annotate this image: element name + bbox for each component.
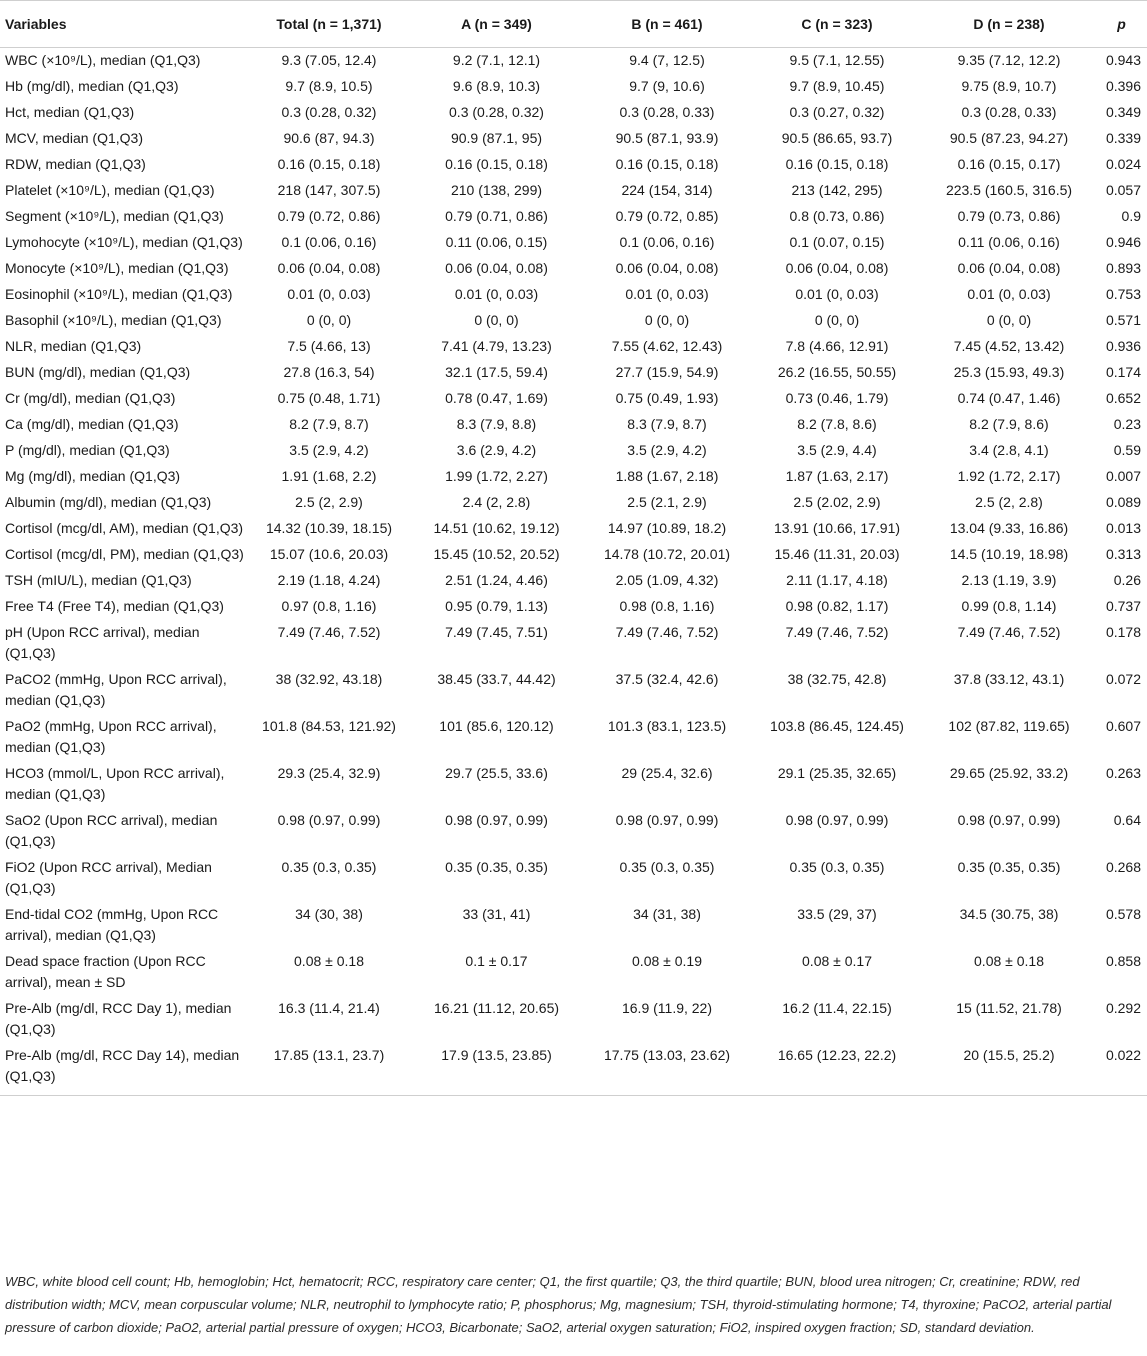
group-d-cell: 0.11 (0.06, 0.16) (958, 234, 1060, 250)
group-b-cell: 7.49 (7.46, 7.52) (615, 624, 719, 640)
total-cell: 14.32 (10.39, 18.15) (265, 520, 393, 536)
group-b-cell: 16.9 (11.9, 22) (621, 1000, 713, 1016)
header-total: Total (n = 1,371) (247, 1, 411, 48)
total-cell: 0.16 (0.15, 0.18) (277, 156, 381, 172)
p-value-cell: 0.072 (1105, 671, 1141, 687)
p-value-cell: 0.396 (1105, 78, 1141, 94)
variable-cell: Albumin (mg/dl), median (Q1,Q3) (5, 494, 212, 510)
total-cell: 34 (30, 38) (295, 906, 363, 922)
table-body (0, 48, 1147, 1096)
group-d-cell: 2.5 (2, 2.8) (975, 494, 1043, 510)
p-value-cell: 0.893 (1105, 260, 1141, 276)
total-cell: 0.98 (0.97, 0.99) (277, 812, 381, 828)
group-b-cell: 0.35 (0.3, 0.35) (619, 859, 715, 875)
variable-cell: MCV, median (Q1,Q3) (5, 130, 143, 146)
p-value-cell: 0.024 (1105, 156, 1141, 172)
table-footnote: WBC, white blood cell count; Hb, hemoglobin; Hct, hematocrit; RCC, respiratory care center; Q1, the first quartile; Q3, the third quartile; BUN, blood urea nitrogen; Cr, creatinine; RDW, red distribution width; MCV, mean corpuscular volume; NLR, neutrophil to lymphocyte ratio; P, phosphorus; Mg, magnesium; TSH, thyroid-stimulating hormone; T4, thyroxine; PaCO2, arterial partial pressure of carbon dioxide; PaO2, arterial partial pressure of oxygen; HCO3, Bicarbonate; SaO2, arterial oxygen saturation; FiO2, inspired oxygen fraction; SD, standard deviation. (5, 1274, 1112, 1335)
header-variables: Variables (0, 1, 247, 48)
total-cell: 0.35 (0.3, 0.35) (281, 859, 377, 875)
group-b-cell: 101.3 (83.1, 123.5) (607, 718, 727, 734)
group-b-cell: 17.75 (13.03, 23.62) (582, 1043, 752, 1096)
group-b-cell: 7.55 (4.62, 12.43) (611, 338, 723, 354)
header-p: p (1096, 1, 1147, 48)
total-cell: 2.5 (2, 2.9) (295, 494, 363, 510)
table-row (0, 438, 1147, 464)
group-b-cell: 27.7 (15.9, 54.9) (615, 364, 719, 380)
group-c-cell: 7.49 (7.46, 7.52) (785, 624, 889, 640)
group-a-cell: 29.7 (25.5, 33.6) (445, 765, 548, 781)
group-c-cell: 0.06 (0.04, 0.08) (785, 260, 889, 276)
group-a-cell: 0.78 (0.47, 1.69) (445, 390, 548, 406)
p-value-cell: 0.174 (1105, 364, 1141, 380)
variable-cell: Hb (mg/dl), median (Q1,Q3) (5, 78, 179, 94)
p-value-cell: 0.313 (1105, 546, 1141, 562)
variable-cell: WBC (×10⁹/L), median (Q1,Q3) (5, 52, 201, 68)
group-d-cell: 0.08 ± 0.18 (974, 953, 1044, 969)
group-b-cell: 37.5 (32.4, 42.6) (615, 671, 719, 687)
group-c-cell: 0.98 (0.82, 1.17) (785, 598, 889, 614)
group-c-cell: 13.91 (10.66, 17.91) (773, 520, 901, 536)
p-value-cell: 0.946 (1105, 234, 1141, 250)
group-c-cell: 103.8 (86.45, 124.45) (770, 718, 904, 734)
p-value-cell: 0.022 (1096, 1043, 1147, 1096)
p-value-cell: 0.9 (1121, 208, 1141, 224)
group-c-cell: 33.5 (29, 37) (797, 906, 877, 922)
table-row (0, 568, 1147, 594)
total-cell: 16.3 (11.4, 21.4) (278, 1000, 380, 1016)
table-row (0, 386, 1147, 412)
p-value-cell: 0.753 (1105, 286, 1141, 302)
group-c-cell: 9.7 (8.9, 10.45) (789, 78, 885, 94)
p-value-cell: 0.268 (1105, 859, 1141, 875)
group-d-cell: 8.2 (7.9, 8.6) (969, 416, 1049, 432)
group-b-cell: 14.78 (10.72, 20.01) (603, 546, 731, 562)
total-cell: 8.2 (7.9, 8.7) (289, 416, 369, 432)
group-a-cell: 0.79 (0.71, 0.86) (445, 208, 548, 224)
group-d-cell: 0.3 (0.28, 0.33) (961, 104, 1057, 120)
group-a-cell: 9.6 (8.9, 10.3) (452, 78, 541, 94)
group-a-cell: 33 (31, 41) (462, 906, 531, 922)
variable-cell: Pre-Alb (mg/dl, RCC Day 1), median (Q1,Q3) (5, 1000, 232, 1037)
total-cell: 38 (32.92, 43.18) (275, 671, 383, 687)
p-value-cell: 0.263 (1105, 765, 1141, 781)
group-d-cell: 0.79 (0.73, 0.86) (957, 208, 1061, 224)
total-cell: 0.08 ± 0.18 (294, 953, 364, 969)
table-row (0, 949, 1147, 996)
group-b-cell: 2.05 (1.09, 4.32) (615, 572, 719, 588)
variable-cell: Eosinophil (×10⁹/L), median (Q1,Q3) (5, 286, 233, 302)
group-d-cell: 34.5 (30.75, 38) (959, 906, 1059, 922)
group-c-cell: 0 (0, 0) (814, 312, 860, 328)
p-value-cell: 0.64 (1113, 812, 1141, 828)
table-row (0, 1043, 1147, 1096)
variable-cell: SaO2 (Upon RCC arrival), median (Q1,Q3) (5, 812, 218, 849)
variable-cell: RDW, median (Q1,Q3) (5, 156, 146, 172)
table-row (0, 178, 1147, 204)
group-a-cell: 0.35 (0.35, 0.35) (445, 859, 548, 875)
group-c-cell: 9.5 (7.1, 12.55) (789, 52, 885, 68)
group-c-cell: 0.35 (0.3, 0.35) (789, 859, 885, 875)
total-cell: 218 (147, 307.5) (277, 182, 381, 198)
table-row (0, 230, 1147, 256)
group-d-cell: 15 (11.52, 21.78) (956, 1000, 1062, 1016)
table-row (0, 761, 1147, 808)
variable-cell: Cortisol (mcg/dl, AM), median (Q1,Q3) (5, 520, 244, 536)
variable-cell: Free T4 (Free T4), median (Q1,Q3) (5, 598, 224, 614)
group-a-cell: 2.4 (2, 2.8) (462, 494, 531, 510)
p-value-cell: 0.607 (1105, 718, 1141, 734)
group-c-cell: 0.3 (0.27, 0.32) (789, 104, 885, 120)
table-row (0, 308, 1147, 334)
p-value-cell: 0.013 (1105, 520, 1141, 536)
variable-cell: Dead space fraction (Upon RCC arrival), mean ± SD (5, 953, 206, 990)
total-cell: 27.8 (16.3, 54) (283, 364, 375, 380)
p-value-cell: 0.858 (1105, 953, 1141, 969)
variable-cell: Pre-Alb (mg/dl, RCC Day 14), median (Q1,Q3) (0, 1043, 247, 1096)
group-a-cell: 17.9 (13.5, 23.85) (411, 1043, 582, 1096)
p-value-cell: 0.089 (1105, 494, 1141, 510)
group-d-cell: 14.5 (10.19, 18.98) (949, 546, 1069, 562)
p-value-cell: 0.349 (1105, 104, 1141, 120)
group-a-cell: 0.01 (0, 0.03) (454, 286, 539, 302)
p-value-cell: 0.178 (1105, 624, 1141, 640)
group-a-cell: 16.21 (11.12, 20.65) (433, 1000, 560, 1016)
table-row (0, 152, 1147, 178)
table-row (0, 204, 1147, 230)
group-c-cell: 0.01 (0, 0.03) (795, 286, 879, 302)
p-value-cell: 0.057 (1105, 182, 1141, 198)
group-b-cell: 0.3 (0.28, 0.33) (619, 104, 715, 120)
p-value-cell: 0.23 (1113, 416, 1141, 432)
total-cell: 7.5 (4.66, 13) (287, 338, 371, 354)
total-cell: 0.97 (0.8, 1.16) (281, 598, 377, 614)
variable-cell: End-tidal CO2 (mmHg, Upon RCC arrival), median (Q1,Q3) (5, 906, 219, 943)
group-d-cell: 0.06 (0.04, 0.08) (957, 260, 1061, 276)
header-row (0, 1, 1147, 48)
group-d-cell: 0 (0, 0) (986, 312, 1032, 328)
group-b-cell: 0.79 (0.72, 0.85) (615, 208, 719, 224)
header-group-d: D (n = 238) (922, 1, 1096, 48)
total-cell: 0.75 (0.48, 1.71) (277, 390, 381, 406)
group-c-cell: 38 (32.75, 42.8) (787, 671, 887, 687)
group-a-cell: 2.51 (1.24, 4.46) (445, 572, 548, 588)
table-row (0, 360, 1147, 386)
group-d-cell: 37.8 (33.12, 43.1) (953, 671, 1065, 687)
group-b-cell: 0.1 (0.06, 0.16) (619, 234, 715, 250)
group-d-cell: 13.04 (9.33, 16.86) (949, 520, 1069, 536)
group-a-cell: 38.45 (33.7, 44.42) (437, 671, 556, 687)
group-b-cell: 0.75 (0.49, 1.93) (615, 390, 719, 406)
group-a-cell: 0.1 ± 0.17 (465, 953, 528, 969)
total-cell: 101.8 (84.53, 121.92) (262, 718, 396, 734)
group-d-cell: 0.74 (0.47, 1.46) (957, 390, 1061, 406)
group-a-cell: 15.45 (10.52, 20.52) (433, 546, 560, 562)
variable-cell: Cr (mg/dl), median (Q1,Q3) (5, 390, 176, 406)
variable-cell: HCO3 (mmol/L, Upon RCC arrival), median (Q1,Q3) (5, 765, 225, 802)
total-cell: 29.3 (25.4, 32.9) (277, 765, 381, 781)
group-b-cell: 1.88 (1.67, 2.18) (615, 468, 719, 484)
group-b-cell: 9.4 (7, 12.5) (629, 52, 705, 68)
p-value-cell: 0.59 (1113, 442, 1141, 458)
group-a-cell: 14.51 (10.62, 19.12) (433, 520, 560, 536)
variable-cell: Platelet (×10⁹/L), median (Q1,Q3) (5, 182, 215, 198)
group-c-cell: 1.87 (1.63, 2.17) (785, 468, 889, 484)
group-b-cell: 0.98 (0.8, 1.16) (619, 598, 715, 614)
group-b-cell: 8.3 (7.9, 8.7) (627, 416, 707, 432)
total-cell: 0.3 (0.28, 0.32) (281, 104, 377, 120)
group-a-cell: 0.06 (0.04, 0.08) (445, 260, 548, 276)
total-cell: 15.07 (10.6, 20.03) (269, 546, 389, 562)
variable-cell: pH (Upon RCC arrival), median (Q1,Q3) (5, 624, 200, 661)
group-a-cell: 101 (85.6, 120.12) (439, 718, 554, 734)
p-value-cell: 0.652 (1105, 390, 1141, 406)
table-row (0, 542, 1147, 568)
group-c-cell: 15.46 (11.31, 20.03) (774, 546, 900, 562)
group-c-cell: 29.1 (25.35, 32.65) (777, 765, 897, 781)
variable-cell: Cortisol (mcg/dl, PM), median (Q1,Q3) (5, 546, 244, 562)
p-value-cell: 0.943 (1105, 52, 1141, 68)
group-d-cell: 9.35 (7.12, 12.2) (957, 52, 1061, 68)
group-c-cell: 7.8 (4.66, 12.91) (785, 338, 889, 354)
group-a-cell: 0.16 (0.15, 0.18) (445, 156, 548, 172)
table-header (0, 1, 1147, 48)
p-value-cell: 0.26 (1113, 572, 1141, 588)
variable-cell: P (mg/dl), median (Q1,Q3) (5, 442, 170, 458)
group-a-cell: 0.3 (0.28, 0.32) (449, 104, 544, 120)
group-a-cell: 90.9 (87.1, 95) (450, 130, 543, 146)
group-a-cell: 1.99 (1.72, 2.27) (445, 468, 548, 484)
table-row (0, 714, 1147, 761)
table-row (0, 667, 1147, 714)
variable-cell: BUN (mg/dl), median (Q1,Q3) (5, 364, 191, 380)
table-row (0, 996, 1147, 1043)
p-value-cell: 0.571 (1105, 312, 1141, 328)
group-d-cell: 2.13 (1.19, 3.9) (961, 572, 1057, 588)
group-d-cell: 7.49 (7.46, 7.52) (957, 624, 1061, 640)
table-row (0, 594, 1147, 620)
group-c-cell: 90.5 (86.65, 93.7) (781, 130, 893, 146)
group-d-cell: 7.45 (4.52, 13.42) (953, 338, 1065, 354)
total-cell: 90.6 (87, 94.3) (283, 130, 375, 146)
group-a-cell: 8.3 (7.9, 8.8) (456, 416, 537, 432)
table-row (0, 808, 1147, 855)
group-d-cell: 9.75 (8.9, 10.7) (961, 78, 1057, 94)
group-a-cell: 7.49 (7.45, 7.51) (445, 624, 548, 640)
group-c-cell: 213 (142, 295) (791, 182, 883, 198)
variable-cell: Basophil (×10⁹/L), median (Q1,Q3) (5, 312, 222, 328)
p-value-cell: 0.578 (1105, 906, 1141, 922)
total-cell: 9.7 (8.9, 10.5) (285, 78, 373, 94)
group-d-cell: 20 (15.5, 25.2) (922, 1043, 1096, 1096)
p-value-cell: 0.737 (1105, 598, 1141, 614)
group-d-cell: 1.92 (1.72, 2.17) (957, 468, 1061, 484)
group-b-cell: 14.97 (10.89, 18.2) (607, 520, 727, 536)
group-d-cell: 29.65 (25.92, 33.2) (949, 765, 1069, 781)
p-value-cell: 0.007 (1105, 468, 1141, 484)
table-row (0, 855, 1147, 902)
group-c-cell: 16.65 (12.23, 22.2) (752, 1043, 922, 1096)
table-row (0, 620, 1147, 667)
group-a-cell: 210 (138, 299) (450, 182, 543, 198)
group-c-cell: 0.16 (0.15, 0.18) (785, 156, 889, 172)
table-row (0, 74, 1147, 100)
group-c-cell: 16.2 (11.4, 22.15) (782, 1000, 892, 1016)
group-b-cell: 0.01 (0, 0.03) (625, 286, 709, 302)
total-cell: 3.5 (2.9, 4.2) (289, 442, 369, 458)
group-b-cell: 0 (0, 0) (644, 312, 690, 328)
group-c-cell: 3.5 (2.9, 4.4) (797, 442, 877, 458)
group-b-cell: 0.16 (0.15, 0.18) (615, 156, 719, 172)
group-b-cell: 34 (31, 38) (633, 906, 701, 922)
p-value-cell: 0.339 (1105, 130, 1141, 146)
group-c-cell: 2.5 (2.02, 2.9) (793, 494, 881, 510)
variable-cell: PaO2 (mmHg, Upon RCC arrival), median (Q1,Q3) (5, 718, 217, 755)
group-d-cell: 0.35 (0.35, 0.35) (957, 859, 1061, 875)
variable-cell: Mg (mg/dl), median (Q1,Q3) (5, 468, 181, 484)
table-row (0, 126, 1147, 152)
total-cell: 17.85 (13.1, 23.7) (247, 1043, 411, 1096)
table-row (0, 48, 1147, 75)
group-a-cell: 32.1 (17.5, 59.4) (445, 364, 548, 380)
variable-cell: Monocyte (×10⁹/L), median (Q1,Q3) (5, 260, 229, 276)
variable-cell: TSH (mIU/L), median (Q1,Q3) (5, 572, 192, 588)
group-c-cell: 0.8 (0.73, 0.86) (789, 208, 885, 224)
group-c-cell: 0.73 (0.46, 1.79) (785, 390, 889, 406)
total-cell: 7.49 (7.46, 7.52) (277, 624, 381, 640)
group-b-cell: 0.98 (0.97, 0.99) (615, 812, 719, 828)
group-b-cell: 0.08 ± 0.19 (632, 953, 702, 969)
table-row (0, 902, 1147, 949)
total-cell: 9.3 (7.05, 12.4) (281, 52, 377, 68)
group-b-cell: 29 (25.4, 32.6) (621, 765, 713, 781)
header-group-c: C (n = 323) (752, 1, 922, 48)
group-c-cell: 26.2 (16.55, 50.55) (777, 364, 897, 380)
variable-cell: Hct, median (Q1,Q3) (5, 104, 135, 120)
variable-cell: FiO2 (Upon RCC arrival), Median (Q1,Q3) (5, 859, 212, 896)
group-b-cell: 2.5 (2.1, 2.9) (627, 494, 707, 510)
group-d-cell: 0.99 (0.8, 1.14) (961, 598, 1057, 614)
variable-cell: NLR, median (Q1,Q3) (5, 338, 142, 354)
group-c-cell: 2.11 (1.17, 4.18) (786, 572, 888, 588)
table-row (0, 412, 1147, 438)
variable-cell: PaCO2 (mmHg, Upon RCC arrival), median (Q1,Q3) (5, 671, 227, 708)
table-row (0, 516, 1147, 542)
table-row (0, 256, 1147, 282)
table-row (0, 282, 1147, 308)
group-b-cell: 9.7 (9, 10.6) (629, 78, 705, 94)
group-b-cell: 3.5 (2.9, 4.2) (627, 442, 707, 458)
group-a-cell: 0.11 (0.06, 0.15) (445, 234, 548, 250)
group-b-cell: 224 (154, 314) (621, 182, 713, 198)
group-a-cell: 0.95 (0.79, 1.13) (445, 598, 548, 614)
group-c-cell: 0.08 ± 0.17 (802, 953, 872, 969)
table-row (0, 464, 1147, 490)
total-cell: 1.91 (1.68, 2.2) (281, 468, 377, 484)
group-a-cell: 7.41 (4.79, 13.23) (441, 338, 552, 354)
variable-cell: Lymohocyte (×10⁹/L), median (Q1,Q3) (5, 234, 243, 250)
table-row (0, 490, 1147, 516)
group-a-cell: 0.98 (0.97, 0.99) (445, 812, 548, 828)
variable-cell: Ca (mg/dl), median (Q1,Q3) (5, 416, 179, 432)
total-cell: 0 (0, 0) (306, 312, 352, 328)
total-cell: 2.19 (1.18, 4.24) (277, 572, 381, 588)
group-d-cell: 90.5 (87.23, 94.27) (949, 130, 1069, 146)
group-c-cell: 8.2 (7.8, 8.6) (797, 416, 877, 432)
p-value-cell: 0.936 (1105, 338, 1141, 354)
group-a-cell: 0 (0, 0) (474, 312, 519, 328)
variable-cell: Segment (×10⁹/L), median (Q1,Q3) (5, 208, 224, 224)
table-row (0, 100, 1147, 126)
group-d-cell: 0.01 (0, 0.03) (967, 286, 1051, 302)
table-row (0, 334, 1147, 360)
group-b-cell: 0.06 (0.04, 0.08) (615, 260, 719, 276)
group-d-cell: 102 (87.82, 119.65) (948, 718, 1070, 734)
header-group-a: A (n = 349) (411, 1, 582, 48)
group-d-cell: 3.4 (2.8, 4.1) (969, 442, 1049, 458)
total-cell: 0.01 (0, 0.03) (287, 286, 371, 302)
group-b-cell: 90.5 (87.1, 93.9) (615, 130, 719, 146)
group-a-cell: 9.2 (7.1, 12.1) (452, 52, 541, 68)
total-cell: 0.79 (0.72, 0.86) (277, 208, 381, 224)
group-d-cell: 0.16 (0.15, 0.17) (957, 156, 1061, 172)
group-c-cell: 0.1 (0.07, 0.15) (789, 234, 885, 250)
group-c-cell: 0.98 (0.97, 0.99) (785, 812, 889, 828)
total-cell: 0.1 (0.06, 0.16) (281, 234, 377, 250)
total-cell: 0.06 (0.04, 0.08) (277, 260, 381, 276)
group-d-cell: 25.3 (15.93, 49.3) (953, 364, 1065, 380)
group-d-cell: 0.98 (0.97, 0.99) (957, 812, 1061, 828)
p-value-cell: 0.292 (1105, 1000, 1141, 1016)
header-group-b: B (n = 461) (582, 1, 752, 48)
group-d-cell: 223.5 (160.5, 316.5) (945, 182, 1073, 198)
group-a-cell: 3.6 (2.9, 4.2) (456, 442, 537, 458)
